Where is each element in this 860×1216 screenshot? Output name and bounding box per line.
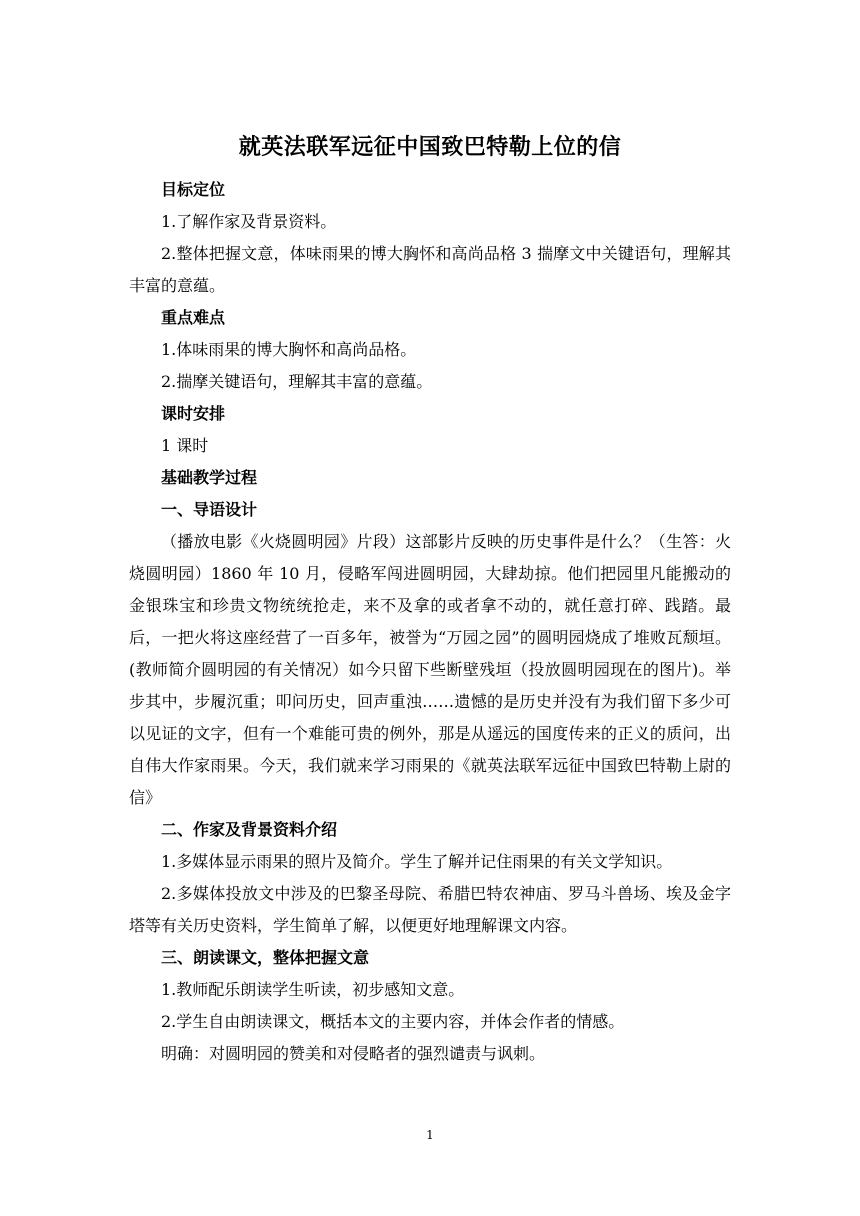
- section-heading-reading: 三、朗读课文，整体把握文意: [161, 948, 370, 967]
- section-heading-author: 二、作家及背景资料介绍: [161, 820, 338, 839]
- section-heading-goal: 目标定位: [161, 180, 226, 199]
- section-heading-process: 基础教学过程: [161, 468, 258, 487]
- goal-item-1: 1.了解作家及背景资料。: [161, 212, 337, 231]
- document-body: [129, 174, 731, 1070]
- goal-item-2: 2.整体把握文意，体味雨果的博大胸怀和高尚品格 3 揣摩文中关键语句，理解其丰富的意蕴。: [129, 244, 731, 295]
- document-title: 就英法联军远征中国致巴特勒上位的信: [238, 134, 622, 160]
- reading-item-1: 1.教师配乐朗读学生听读，初步感知文意。: [161, 980, 465, 999]
- intro-paragraph: （播放电影《火烧圆明园》片段）这部影片反映的历史事件是什么？（生答：火烧圆明园）1860 年 10 月，侵略军闯进圆明园，大肆劫掠。他们把园里凡能搬动的金银珠宝和珍贵文物统统抢走，来不及拿的或者拿不动的，就任意打碎、践踏。最后，一把火将这座经营了一百多年，被誉为“万园之园”的圆明园烧成了堆败瓦颓垣。(教师简介圆明园的有关情况）如今只留下些断壁残垣（投放圆明园现在的图片)。举步其中，步履沉重；叩问历史，回声重浊……遗憾的是历史并没有为我们留下多少可以见证的文字，但有一个难能可贵的例外，那是从遥远的国度传来的正义的质问，出自伟大作家雨果。今天，我们就来学习雨果的《就英法联军远征中国致巴特勒上尉的信》: [129, 532, 731, 807]
- key-item-1: 1.体味雨果的博大胸怀和高尚品格。: [161, 340, 417, 359]
- key-item-2: 2.揣摩关键语句，理解其丰富的意蕴。: [161, 372, 433, 391]
- reading-item-2: 2.学生自由朗读课文，概括本文的主要内容，并体会作者的情感。: [161, 1012, 625, 1031]
- page-number: 1: [426, 1128, 434, 1142]
- section-heading-key: 重点难点: [161, 308, 226, 327]
- section-heading-schedule: 课时安排: [161, 404, 226, 423]
- reading-clarify: 明确：对圆明园的赞美和对侵略者的强烈谴责与讽刺。: [161, 1044, 546, 1063]
- schedule-value: 1 课时: [161, 436, 209, 455]
- author-item-2: 2.多媒体投放文中涉及的巴黎圣母院、希腊巴特农神庙、罗马斗兽场、埃及金字塔等有关历史资料，学生简单了解，以便更好地理解课文内容。: [129, 884, 731, 935]
- author-item-1: 1.多媒体显示雨果的照片及简介。学生了解并记住雨果的有关文学知识。: [161, 852, 673, 871]
- section-heading-intro: 一、导语设计: [161, 500, 258, 519]
